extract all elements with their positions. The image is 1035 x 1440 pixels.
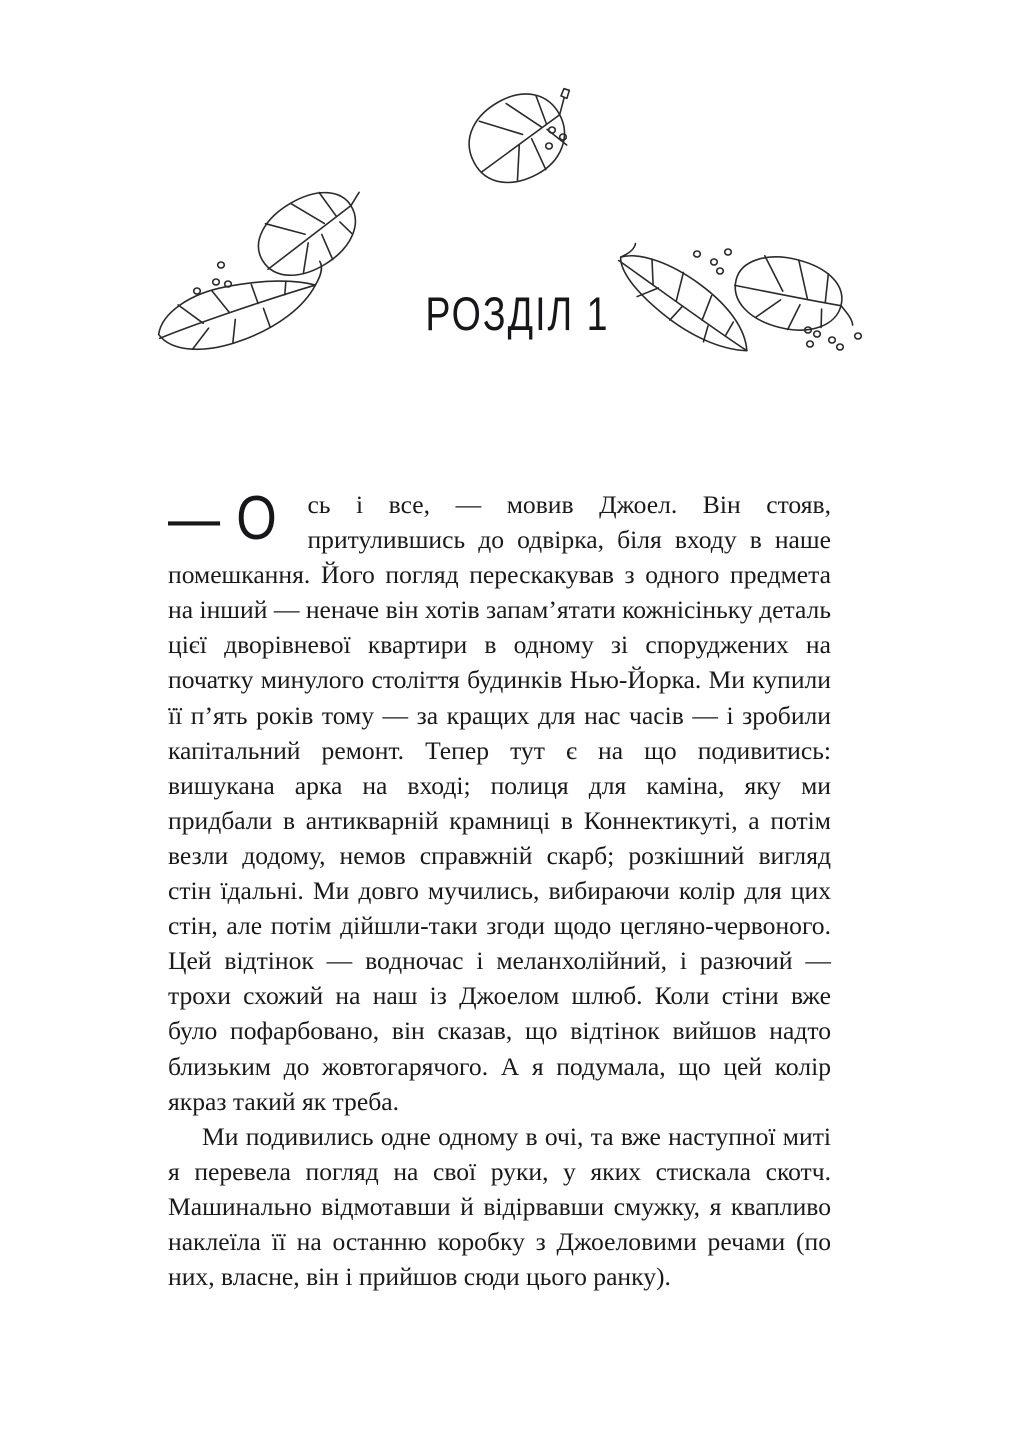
body-text-block	[168, 484, 831, 1294]
paragraph-2-text: Ми подивились одне одному в очі, та вже наступної миті я перевела погляд на свої руки, у яких стискала скотч. Машинально відмотавши й відірвавши смужку, я квапливо наклеїла її на останню коробку з Джоеловими речами (по них, власне, він і прийшов сюди цього ранку).	[168, 1121, 831, 1292]
paragraph-1	[168, 484, 831, 1119]
paragraph-2	[168, 1119, 831, 1294]
paragraph-1-text: сь і все, — мовив Джоел. Він стояв, притулившись до одвірка, біля входу в наше помешкання. Його погляд перескакував з одного предмета на інший — неначе він хотів запам’ятати кожнісіньку деталь цієї дворівневої квартири в одному зі споруджених на початку минулого століття будинків Нью-Йорка. Ми купили її п’ять років тому — за кращих для нас часів — і зробили капітальний ремонт. Тепер тут є на що подивитись: вишукана арка на вході; полиця для каміна, яку ми придбали в антикварній крамниці в Коннектикуті, а потім везли додому, немов справжній скарб; розкішний вигляд стін їдальні. Ми довго мучились, вибираючи колір для цих стін, але потім дійшли-таки згоди щодо цегляно-червоного. Цей відтінок — водночас і меланхолійний, і разючий — трохи схожий на наш із Джоелом шлюб. Коли стіни вже було пофарбовано, він сказав, що відтінок вийшов надто близьким до жовтогарячого. А я подумала, що цей колір якраз такий як треба.	[168, 490, 831, 1116]
falling-leaves-illustration	[0, 0, 1035, 420]
drop-cap: — О	[168, 484, 278, 553]
dot-cluster-top	[546, 127, 567, 149]
leaf-top-center	[454, 70, 597, 198]
leaf-upper-left	[245, 169, 382, 291]
chapter-title: РОЗДІЛ 1	[425, 287, 610, 340]
dot-cluster-right-upper	[694, 249, 732, 274]
